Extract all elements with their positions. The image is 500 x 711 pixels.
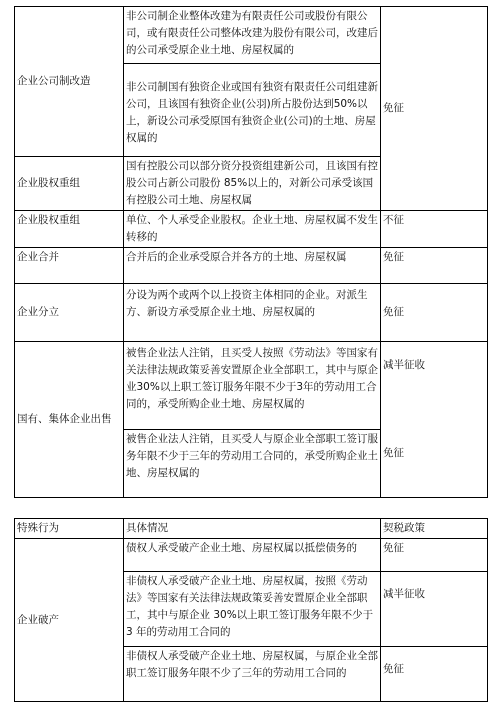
policy-cell: 减半征收 [381, 572, 488, 647]
policy-cell: 免征 [381, 7, 488, 211]
detail-cell: 非公司制企业整体改建为有限责任公司或股份有限公司，或有限责任公司整体改建为股份有限公司，改建后的公司承受原企业土地、房屋权属的 [124, 7, 381, 64]
detail-cell: 分设为两个或两个以上投资主体相同的企业。对派生方、新设方承受原企业土地、房屋权属的 [124, 284, 381, 342]
policy-text: 减半征收 [383, 359, 425, 371]
policy-cell: 免征 [381, 248, 488, 284]
policy-text: 免征 [383, 447, 404, 459]
header-cell: 特殊行为 [15, 519, 124, 539]
policy-table-1 [14, 6, 488, 498]
category-cell: 国有、集体企业出售 [15, 342, 124, 498]
detail-cell: 债权人承受破产企业土地、房屋权属以抵偿债务的 [124, 539, 381, 572]
category-cell: 企业合并 [15, 248, 124, 284]
table-row [15, 7, 488, 64]
table-row [15, 211, 488, 248]
table-row [15, 342, 488, 430]
category-cell: 企业破产 [15, 539, 124, 702]
detail-cell: 被售企业法人注销，且买受人与原企业全部职工签订服务年限不少于三年的劳动用工合同的，承受所购企业土地、房屋权属的 [124, 430, 381, 498]
table-row [15, 284, 488, 342]
detail-cell: 合并后的企业承受原合并各方的土地、房屋权属 [124, 248, 381, 284]
policy-cell: 不征 [381, 211, 488, 248]
detail-cell: 国有控股公司以部分资分投资组建新公司，且该国有控股公司占新公司股份 85%以上的，对新公司承受该国有控股公司土地、房屋权属 [124, 157, 381, 211]
category-cell: 企业分立 [15, 284, 124, 342]
detail-cell: 被售企业法人注销，且买受人按照《劳动法》等国家有关法律法规政策妥善安置原企业全部职工，其中与原企业30%以上职工签订服务年限不少于3年的劳动用工合同的，承受所购企业土地、房屋权属的 [124, 342, 381, 430]
policy-cell [381, 342, 488, 498]
policy-cell: 免征 [381, 284, 488, 342]
detail-cell: 非公司制国有独资企业或国有独资有限责任公司组建新公司，且该国有独资企业(公羽)所占股份达到50%以上，新设公司承受原国有独资企业(公司)的土地、房屋权属的 [124, 64, 381, 157]
table-header-row [15, 519, 488, 539]
category-cell: 企业公司制改造 [15, 7, 124, 157]
detail-cell: 非债权人承受破产企业土地、房屋权属，与原企业全部职工签订服务年限不少了三年的劳动用工合同的 [124, 647, 381, 702]
category-cell: 企业股权重组 [15, 211, 124, 248]
header-cell: 契税政策 [381, 519, 488, 539]
header-cell: 具体情况 [124, 519, 381, 539]
policy-cell: 免征 [381, 647, 488, 702]
detail-cell: 单位、个人承受企业股权。企业土地、房屋权属不发生转移的 [124, 211, 381, 248]
policy-cell: 免征 [381, 539, 488, 572]
category-cell: 企业股权重组 [15, 157, 124, 211]
detail-cell: 非债权人承受破产企业土地、房屋权属，按照《劳动法》等国家有关法律法规政策妥善安置原企业全部职工，其中与原企业 30%以上职工签订服务年限不少于 3 年的劳动用工合同的 [124, 572, 381, 647]
table-row [15, 539, 488, 572]
table-row [15, 248, 488, 284]
policy-table-2 [14, 518, 488, 702]
